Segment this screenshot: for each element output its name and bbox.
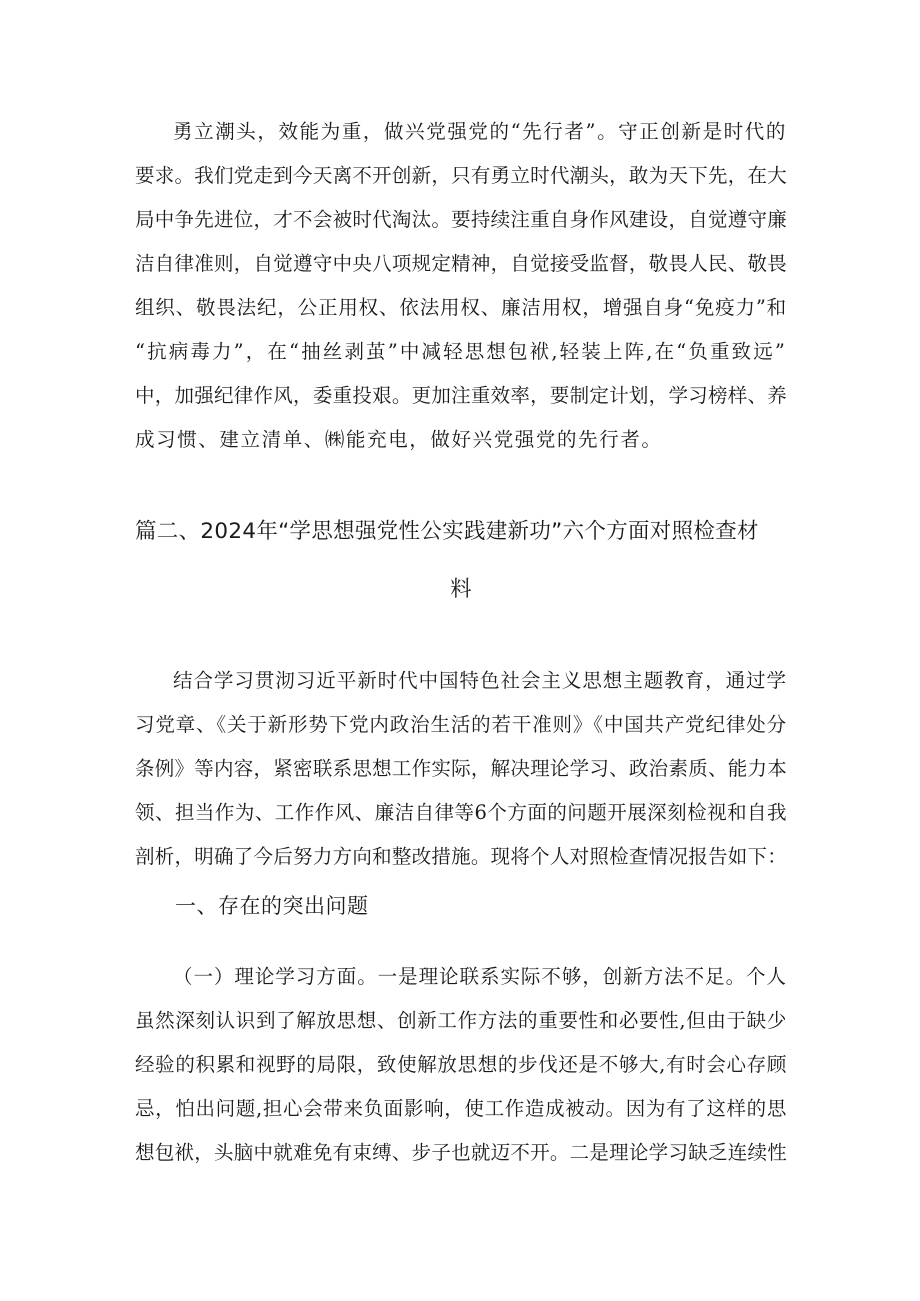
heading-outstanding-problems: 一、存在的突出问题 [175, 894, 369, 918]
text-line: 经验的积累和视野的局限，致使解放思想的步伐还是不够大,有时会心存顾 [135, 1053, 787, 1076]
text-line: 忌，怕出问题,担心会带来负面影响，使工作造成被动。因为有了这样的思 [135, 1097, 787, 1120]
text-line: 领、担当作为、工作作风、廉洁自律等6个方面的问题开展深刻检视和自我 [135, 801, 787, 824]
text-line: 剖析，明确了今后努力方向和整改措施。现将个人对照检查情况报告如下： [135, 845, 787, 868]
paragraph-theory-study [135, 955, 787, 1175]
text-line: 勇立潮头，效能为重，做兴党强党的“先行者”。守正创新是时代的 [173, 120, 787, 143]
text-line: 组织、敬畏法纪，公正用权、依法用权、廉洁用权，增强自身“免疫力”和 [135, 296, 787, 319]
text-line: 要求。我们党走到今天离不开创新，只有勇立时代潮头，敢为天下先，在大 [135, 164, 787, 187]
text-line: 局中争先进位，才不会被时代淘汰。要持续注重自身作风建设，自觉遵守廉 [135, 208, 787, 231]
text-line: 习党章、《关于新形势下党内政治生活的若干准则》《中国共产党纪律处分 [135, 713, 787, 736]
section-title: 篇二、2024年“学思想强党性公实践建新功”六个方面对照检查材 [135, 519, 759, 544]
text-line: 成习惯、建立清单、㈱能充电，做好兴党强党的先行者。 [135, 428, 663, 451]
text-line: 洁自律准则，自觉遵守中央八项规定精神，自觉接受监督，敬畏人民、敬畏 [135, 252, 787, 275]
text-line: “抗病毒力”，在“抽丝剥茧”中减轻思想包袱,轻装上阵,在“负重致远” [135, 340, 787, 363]
text-line: 中，加强纪律作风，委重投艰。更加注重效率，要制定计划，学习榜样、养 [135, 384, 787, 407]
text-line: 结合学习贯沏习近平新时代中国特色社会主义思想主题教育，通过学 [173, 669, 787, 692]
section-title-continuation: 料 [450, 577, 472, 602]
text-line: 想包袱，头脑中就难免有束缚、步子也就迈不开。二是理论学习缺乏连续性 [135, 1141, 787, 1164]
text-line: （一）理论学习方面。一是理论联系实际不够，创新方法不足。个人 [173, 965, 787, 988]
text-line: 虽然深刻认识到了解放思想、创新工作方法的重要性和必要性,但由于缺少 [135, 1009, 787, 1032]
text-line: 条例》等内容，紧密联系思想工作实际，解决理论学习、政治素质、能力本 [135, 757, 787, 780]
paragraph-pioneer [135, 110, 787, 462]
paragraph-introduction [135, 659, 787, 879]
